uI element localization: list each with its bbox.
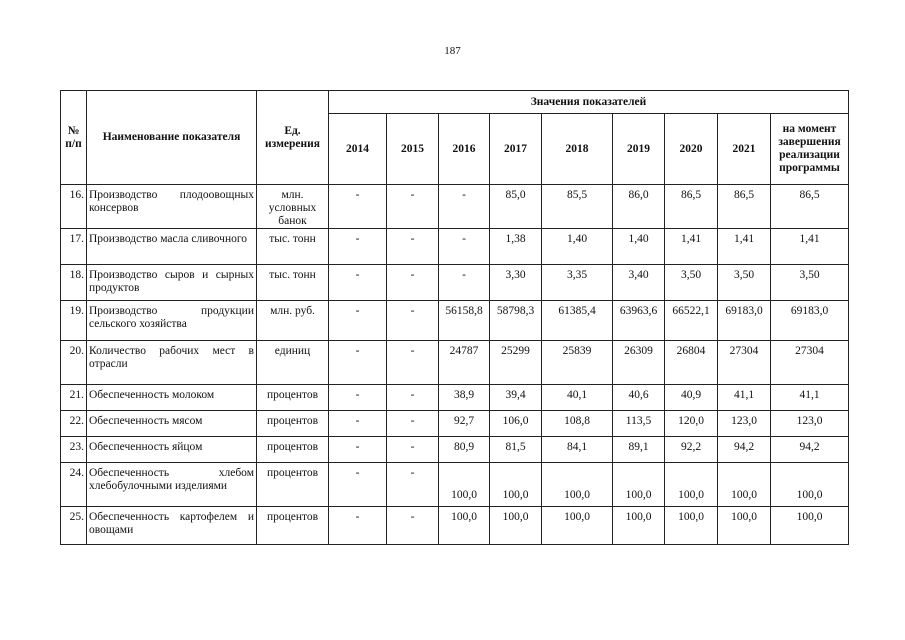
value-cell: 108,8	[542, 411, 613, 437]
value-cell: -	[387, 301, 439, 341]
indicator-name: Производство масла сливочного	[87, 229, 257, 265]
value-cell: -	[329, 385, 387, 411]
header-num: № п/п	[61, 91, 87, 185]
value-cell: 1,40	[613, 229, 665, 265]
value-cell: 3,50	[718, 265, 771, 301]
value-cell: -	[329, 185, 387, 229]
header-year: 2019	[613, 114, 665, 185]
table-row	[61, 341, 849, 385]
unit-of-measure: тыс. тонн	[257, 229, 329, 265]
value-cell: 63963,6	[613, 301, 665, 341]
value-cell: 100,0	[613, 507, 665, 545]
value-cell: -	[439, 229, 490, 265]
header-year: 2018	[542, 114, 613, 185]
value-cell: 25839	[542, 341, 613, 385]
header-year: 2017	[490, 114, 542, 185]
value-cell: 41,1	[718, 385, 771, 411]
value-cell: 40,1	[542, 385, 613, 411]
header-year: 2014	[329, 114, 387, 185]
value-cell: 69183,0	[718, 301, 771, 341]
unit-of-measure: млн. руб.	[257, 301, 329, 341]
value-cell: -	[329, 463, 387, 507]
value-cell: 27304	[718, 341, 771, 385]
header-unit: Ед. измерения	[257, 91, 329, 185]
value-cell: -	[329, 341, 387, 385]
value-cell: 100,0	[439, 463, 490, 507]
header-year: 2021	[718, 114, 771, 185]
value-cell: 92,2	[665, 437, 718, 463]
unit-of-measure: процентов	[257, 437, 329, 463]
value-cell: -	[387, 229, 439, 265]
value-cell: -	[329, 265, 387, 301]
value-cell: 26804	[665, 341, 718, 385]
value-cell: 100,0	[771, 507, 849, 545]
row-number: 19.	[61, 301, 87, 341]
value-cell: 58798,3	[490, 301, 542, 341]
value-cell: 41,1	[771, 385, 849, 411]
value-cell: 3,40	[613, 265, 665, 301]
unit-of-measure: млн. условных банок	[257, 185, 329, 229]
indicator-name: Обеспеченность мясом	[87, 411, 257, 437]
value-cell: 92,7	[439, 411, 490, 437]
value-cell: 89,1	[613, 437, 665, 463]
value-cell: 86,0	[613, 185, 665, 229]
value-cell: 25299	[490, 341, 542, 385]
value-cell: 24787	[439, 341, 490, 385]
value-cell: 27304	[771, 341, 849, 385]
value-cell: 94,2	[718, 437, 771, 463]
value-cell: 100,0	[665, 463, 718, 507]
header-year: 2015	[387, 114, 439, 185]
value-cell: -	[329, 229, 387, 265]
value-cell: 1,41	[665, 229, 718, 265]
indicator-name: Производство сыров и сырных продуктов	[87, 265, 257, 301]
indicator-name: Производство плодоовощных консервов	[87, 185, 257, 229]
value-cell: 66522,1	[665, 301, 718, 341]
value-cell: 3,35	[542, 265, 613, 301]
value-cell: 3,50	[665, 265, 718, 301]
indicator-name: Производство продукции сельского хозяйства	[87, 301, 257, 341]
value-cell: 61385,4	[542, 301, 613, 341]
value-cell: 84,1	[542, 437, 613, 463]
header-year: 2020	[665, 114, 718, 185]
value-cell: -	[387, 265, 439, 301]
indicators-table	[60, 90, 849, 545]
value-cell: 85,5	[542, 185, 613, 229]
value-cell: -	[387, 507, 439, 545]
value-cell: -	[439, 265, 490, 301]
value-cell: 3,30	[490, 265, 542, 301]
value-cell: 100,0	[665, 507, 718, 545]
value-cell: 123,0	[718, 411, 771, 437]
table-row	[61, 507, 849, 545]
row-number: 23.	[61, 437, 87, 463]
value-cell: -	[329, 301, 387, 341]
row-number: 16.	[61, 185, 87, 229]
unit-of-measure: единиц	[257, 341, 329, 385]
value-cell: -	[329, 411, 387, 437]
value-cell: 113,5	[613, 411, 665, 437]
value-cell: 85,0	[490, 185, 542, 229]
value-cell: -	[387, 341, 439, 385]
value-cell: 1,41	[771, 229, 849, 265]
table-row	[61, 411, 849, 437]
value-cell: 39,4	[490, 385, 542, 411]
value-cell: -	[387, 185, 439, 229]
value-cell: 56158,8	[439, 301, 490, 341]
table-row	[61, 265, 849, 301]
value-cell: 81,5	[490, 437, 542, 463]
value-cell: 100,0	[542, 507, 613, 545]
table-row	[61, 185, 849, 229]
value-cell: 106,0	[490, 411, 542, 437]
value-cell: -	[387, 437, 439, 463]
page-number: 187	[444, 45, 461, 57]
row-number: 21.	[61, 385, 87, 411]
value-cell: 100,0	[771, 463, 849, 507]
header-values-title: Значения показателей	[329, 91, 849, 114]
table-row	[61, 301, 849, 341]
header-final: на момент завершения реализации программы	[771, 114, 849, 185]
header-year: 2016	[439, 114, 490, 185]
row-number: 24.	[61, 463, 87, 507]
value-cell: 86,5	[771, 185, 849, 229]
table-row	[61, 229, 849, 265]
value-cell: 38,9	[439, 385, 490, 411]
value-cell: 1,41	[718, 229, 771, 265]
indicator-name: Обеспеченность хлебом хлебобулочными изделиями	[87, 463, 257, 507]
value-cell: 120,0	[665, 411, 718, 437]
indicator-name: Обеспеченность молоком	[87, 385, 257, 411]
value-cell: 40,6	[613, 385, 665, 411]
row-number: 20.	[61, 341, 87, 385]
value-cell: 100,0	[490, 463, 542, 507]
row-number: 17.	[61, 229, 87, 265]
value-cell: 1,38	[490, 229, 542, 265]
value-cell: -	[329, 437, 387, 463]
value-cell: 86,5	[665, 185, 718, 229]
unit-of-measure: процентов	[257, 507, 329, 545]
value-cell: 86,5	[718, 185, 771, 229]
unit-of-measure: процентов	[257, 411, 329, 437]
row-number: 22.	[61, 411, 87, 437]
value-cell: 40,9	[665, 385, 718, 411]
value-cell: -	[387, 411, 439, 437]
value-cell: 26309	[613, 341, 665, 385]
value-cell: 100,0	[718, 463, 771, 507]
value-cell: 1,40	[542, 229, 613, 265]
value-cell: 100,0	[490, 507, 542, 545]
indicator-name: Количество рабочих мест в отрасли	[87, 341, 257, 385]
value-cell: -	[439, 185, 490, 229]
table-row	[61, 437, 849, 463]
value-cell: 80,9	[439, 437, 490, 463]
unit-of-measure: процентов	[257, 385, 329, 411]
indicator-name: Обеспеченность картофелем и овощами	[87, 507, 257, 545]
table-row	[61, 463, 849, 507]
value-cell: -	[329, 507, 387, 545]
value-cell: -	[387, 385, 439, 411]
value-cell: 100,0	[718, 507, 771, 545]
value-cell: 100,0	[542, 463, 613, 507]
header-name: Наименование показателя	[87, 91, 257, 185]
value-cell: 100,0	[613, 463, 665, 507]
unit-of-measure: тыс. тонн	[257, 265, 329, 301]
table-row	[61, 385, 849, 411]
value-cell: 100,0	[439, 507, 490, 545]
unit-of-measure: процентов	[257, 463, 329, 507]
value-cell: 94,2	[771, 437, 849, 463]
value-cell: 69183,0	[771, 301, 849, 341]
value-cell: 123,0	[771, 411, 849, 437]
value-cell: 3,50	[771, 265, 849, 301]
row-number: 25.	[61, 507, 87, 545]
value-cell: -	[387, 463, 439, 507]
row-number: 18.	[61, 265, 87, 301]
indicator-name: Обеспеченность яйцом	[87, 437, 257, 463]
